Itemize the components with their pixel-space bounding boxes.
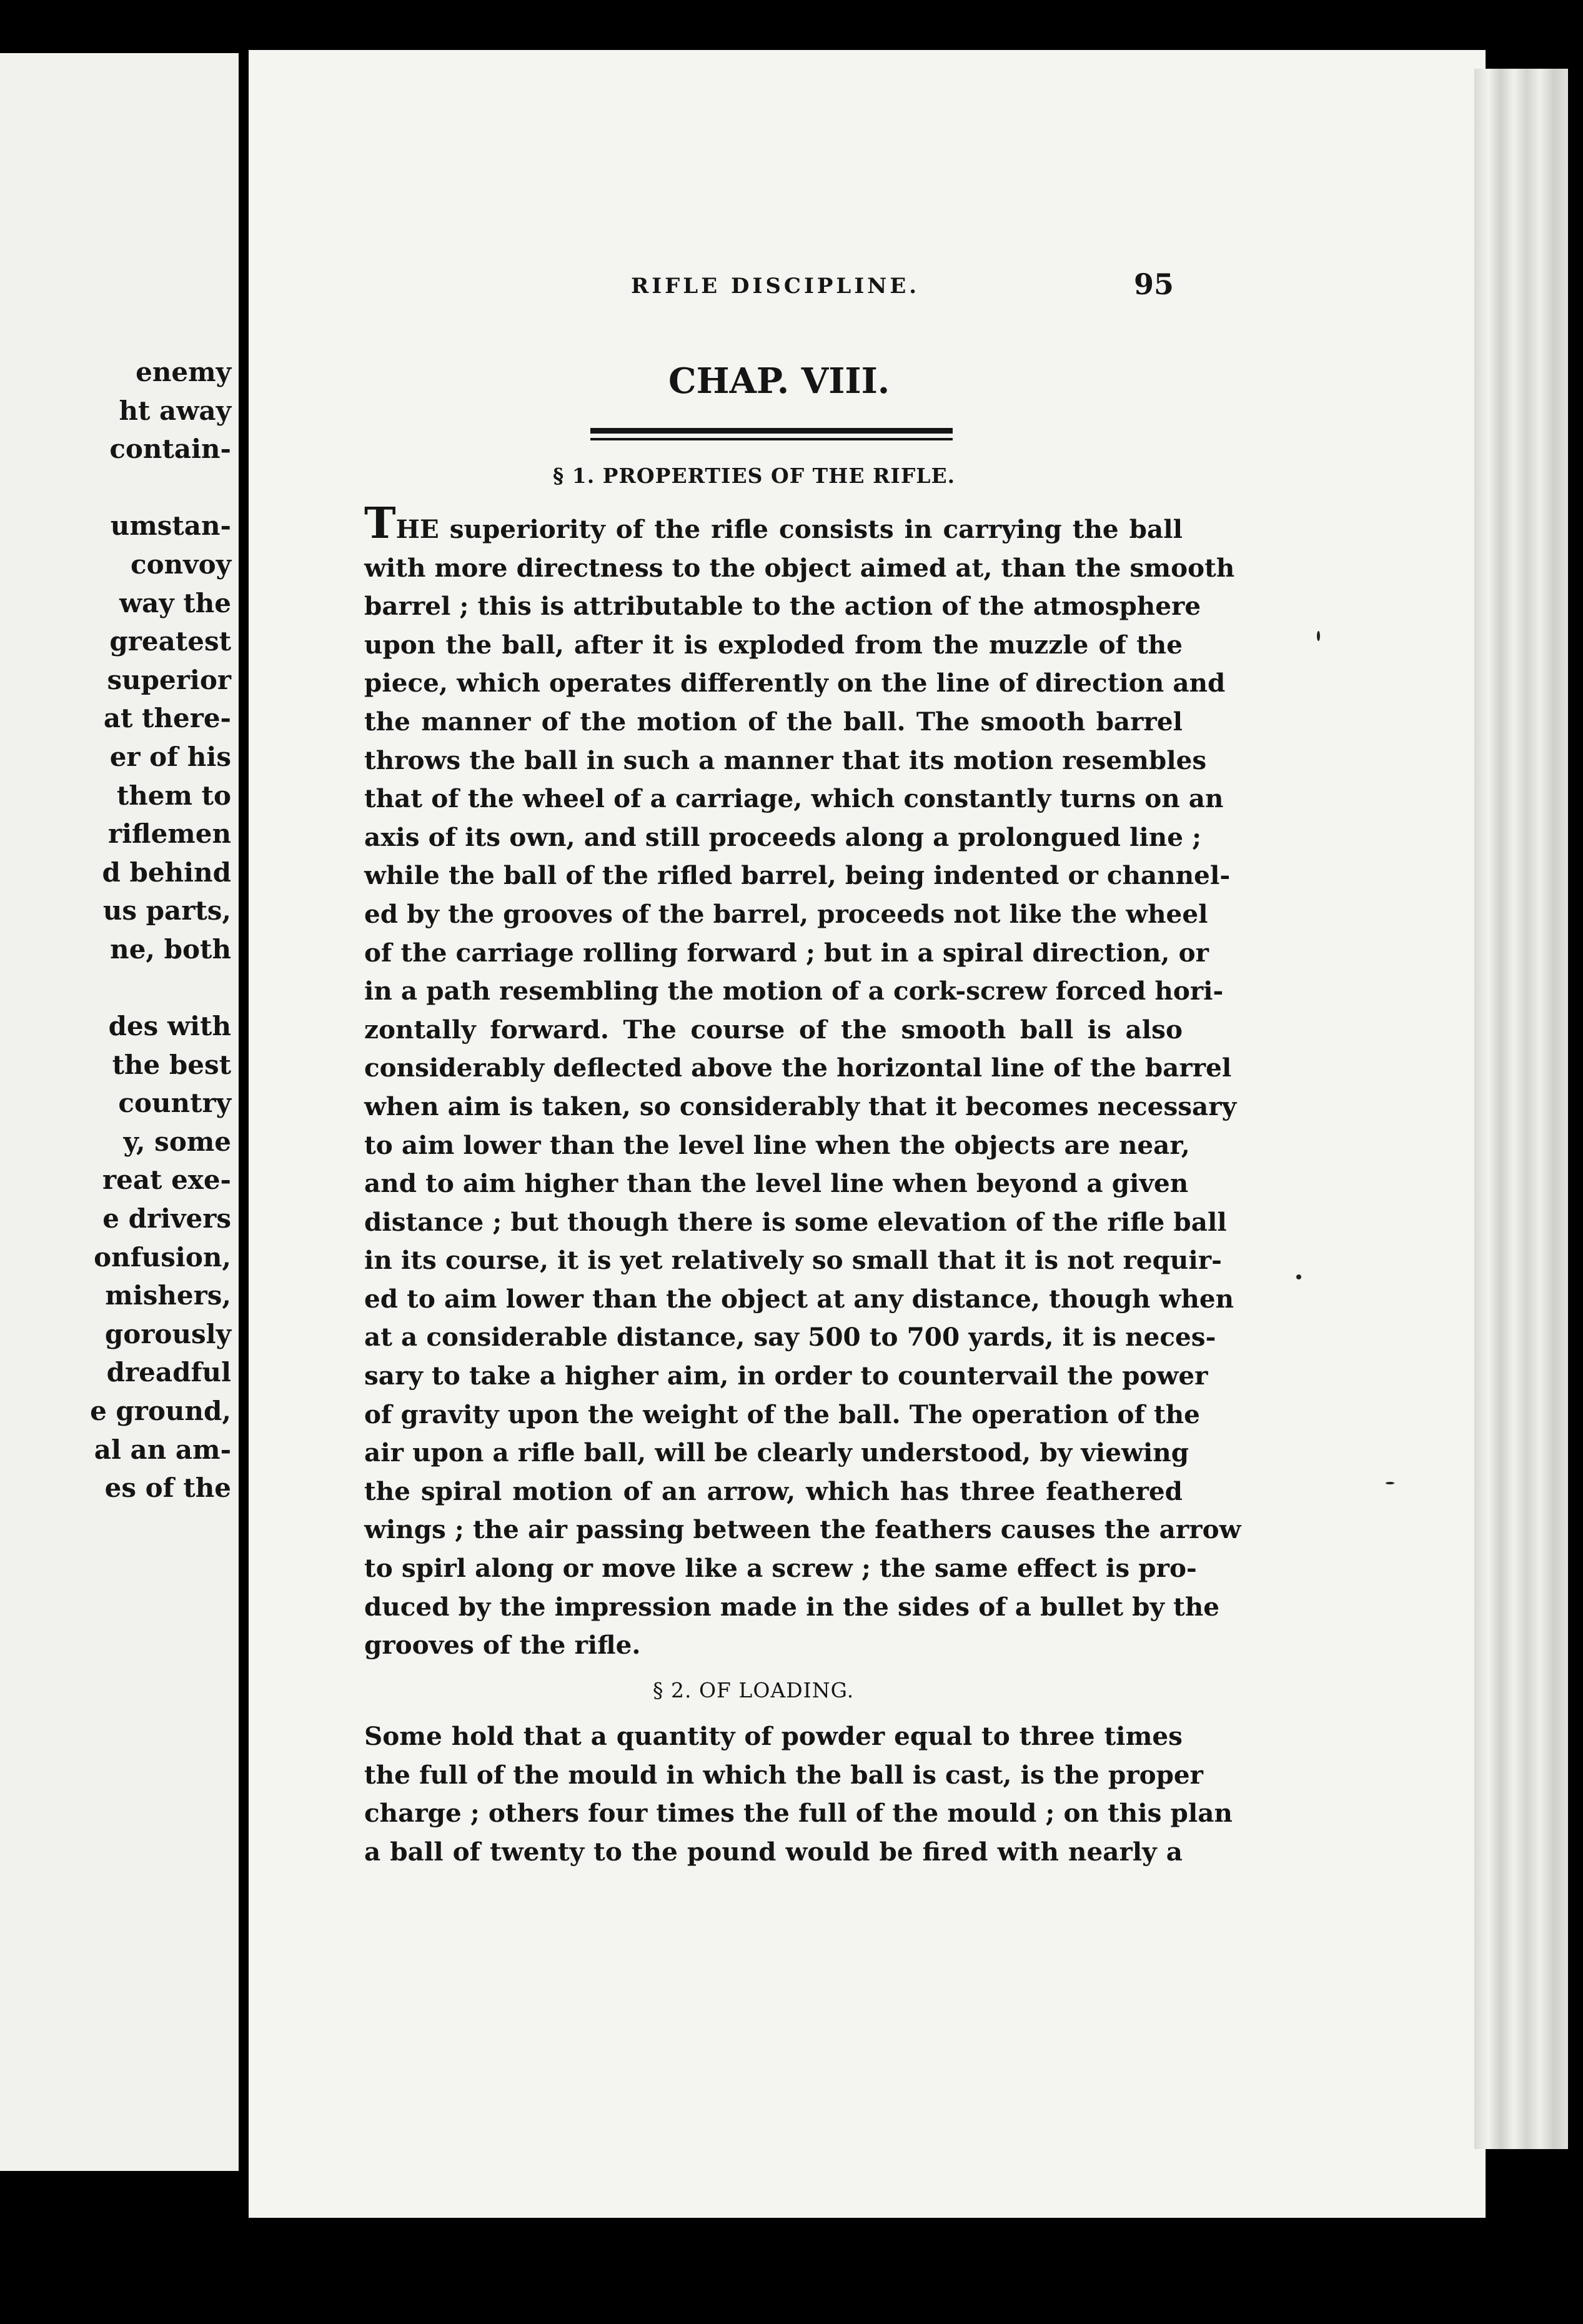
ink-speck xyxy=(1317,631,1320,641)
paragraph-line: in a path resembling the motion of a cork-screw forced hori- xyxy=(364,976,1224,1006)
paragraph-line: when aim is taken, so considerably that it becomes necessary xyxy=(364,1091,1237,1121)
facing-page-left xyxy=(0,53,239,2171)
running-head: RIFLE DISCIPLINE. xyxy=(631,274,920,299)
paragraph-line: barrel ; this is attributable to the action of the atmosphere xyxy=(364,591,1201,622)
paragraph-line: while the ball of the rifled barrel, being indented or channel- xyxy=(364,860,1231,891)
divider-rule xyxy=(590,428,953,434)
paragraph-line: air upon a rifle ball, will be clearly understood, by viewing xyxy=(364,1438,1189,1468)
paragraph-line: to aim lower than the level line when the objects are near, xyxy=(364,1130,1190,1160)
paragraph-line: of the carriage rolling forward ; but in a spiral direction, or xyxy=(364,937,1209,968)
paragraph-line xyxy=(364,499,1183,549)
ink-speck xyxy=(1386,1482,1394,1484)
paragraph-line: ed to aim lower than the object at any distance, though when xyxy=(364,1283,1234,1314)
paragraph-line: piece, which operates differently on the line of direction and xyxy=(364,668,1226,698)
paragraph-line: the spiral motion of an arrow, which has three feathered xyxy=(364,1476,1183,1506)
left-page-text-fragments xyxy=(0,353,231,1507)
paragraph-line: charge ; others four times the full of the mould ; on this plan xyxy=(364,1798,1233,1829)
left-fragment-line: ht away xyxy=(119,395,231,426)
left-fragment-line: e ground, xyxy=(90,1396,231,1427)
paragraph-line: to spirl along or move like a screw ; the same effect is pro- xyxy=(364,1553,1197,1584)
paragraph-line: axis of its own, and still proceeds along a prolongued line ; xyxy=(364,822,1202,852)
left-fragment-line xyxy=(0,469,231,507)
paragraph-line: distance ; but though there is some elevation of the rifle ball xyxy=(364,1206,1227,1237)
left-fragment-line xyxy=(0,969,231,1008)
chapter-title: CHAP. VIII. xyxy=(668,360,890,402)
drop-cap: T xyxy=(364,499,396,549)
left-fragment-line: country xyxy=(118,1088,231,1119)
paragraph-line: a ball of twenty to the pound would be fired with nearly a xyxy=(364,1836,1183,1867)
left-fragment-line: gorously xyxy=(104,1318,231,1349)
section-heading: § 2. OF LOADING. xyxy=(653,1678,855,1702)
paragraph-line: upon the ball, after it is exploded from the muzzle of the xyxy=(364,629,1183,660)
left-fragment-line: superior xyxy=(107,664,231,695)
page-number: 95 xyxy=(1134,267,1174,301)
paragraph-line: wings ; the air passing between the feathers causes the arrow xyxy=(364,1514,1241,1545)
section-2-paragraph xyxy=(364,1717,1233,1871)
paragraph-line: ed by the grooves of the barrel, proceeds not like the wheel xyxy=(364,898,1208,929)
paragraph-line: considerably deflected above the horizontal line of the barrel xyxy=(364,1053,1232,1083)
paragraph-line: duced by the impression made in the sides of a bullet by the xyxy=(364,1591,1220,1622)
paragraph-line: Some hold that a quantity of powder equal to three times xyxy=(364,1721,1183,1751)
left-fragment-line: enemy xyxy=(136,357,231,387)
page-edges xyxy=(1474,69,1568,2149)
paragraph-line: sary to take a higher aim, in order to countervail the power xyxy=(364,1361,1208,1391)
left-fragment-line: er of his xyxy=(109,741,231,772)
left-fragment-line: umstan- xyxy=(110,510,231,542)
divider-rule-thin xyxy=(590,438,953,440)
section-1-paragraph xyxy=(364,499,1241,1665)
left-fragment-line: greatest xyxy=(109,626,231,657)
left-fragment-line: convoy xyxy=(131,549,231,580)
paragraph-line: of gravity upon the weight of the ball. The operation of the xyxy=(364,1399,1200,1429)
left-fragment-line: contain- xyxy=(109,434,231,465)
paragraph-line: at a considerable distance, say 500 to 700 yards, it is neces- xyxy=(364,1322,1216,1353)
left-fragment-line: them to xyxy=(116,780,231,811)
paragraph-line: throws the ball in such a manner that its motion resembles xyxy=(364,745,1207,775)
left-fragment-line: onfusion, xyxy=(94,1241,231,1273)
left-fragment-line: des with xyxy=(108,1011,231,1042)
left-fragment-line: us parts, xyxy=(102,895,231,926)
paragraph-line: the manner of the motion of the ball. The smooth barrel xyxy=(364,706,1183,737)
left-fragment-line: way the xyxy=(119,587,231,618)
left-fragment-line: e drivers xyxy=(102,1203,231,1234)
left-fragment-line: reat exe- xyxy=(102,1164,231,1196)
paragraph-line: grooves of the rifle. xyxy=(364,1630,641,1661)
left-fragment-line: es of the xyxy=(104,1472,231,1504)
paragraph-line: zontally forward. The course of the smooth ball is also xyxy=(364,1014,1183,1045)
left-fragment-line: mishers, xyxy=(105,1280,231,1311)
paragraph-line: in its course, it is yet relatively so small that it is not requir- xyxy=(364,1245,1222,1276)
left-fragment-line: dreadful xyxy=(106,1357,231,1388)
left-fragment-line: y, some xyxy=(123,1126,231,1157)
paragraph-line: the full of the mould in which the ball is cast, is the proper xyxy=(364,1759,1204,1790)
paragraph-line-text: HE superiority of the rifle consists in carrying the ball xyxy=(395,514,1183,544)
section-heading: § 1. PROPERTIES OF THE RIFLE. xyxy=(553,464,956,488)
left-fragment-line: at there- xyxy=(103,703,231,734)
paragraph-line: and to aim higher than the level line when beyond a given xyxy=(364,1168,1189,1199)
left-fragment-line: ne, both xyxy=(110,933,231,965)
paragraph-line: that of the wheel of a carriage, which constantly turns on an xyxy=(364,783,1224,814)
left-fragment-line: riflemen xyxy=(107,818,231,850)
left-fragment-line: the best xyxy=(112,1049,231,1080)
ink-speck xyxy=(1296,1274,1301,1279)
left-fragment-line: d behind xyxy=(102,857,231,888)
left-fragment-line: al an am- xyxy=(94,1434,231,1465)
paragraph-line: with more directness to the object aimed at, than the smooth xyxy=(364,552,1235,583)
